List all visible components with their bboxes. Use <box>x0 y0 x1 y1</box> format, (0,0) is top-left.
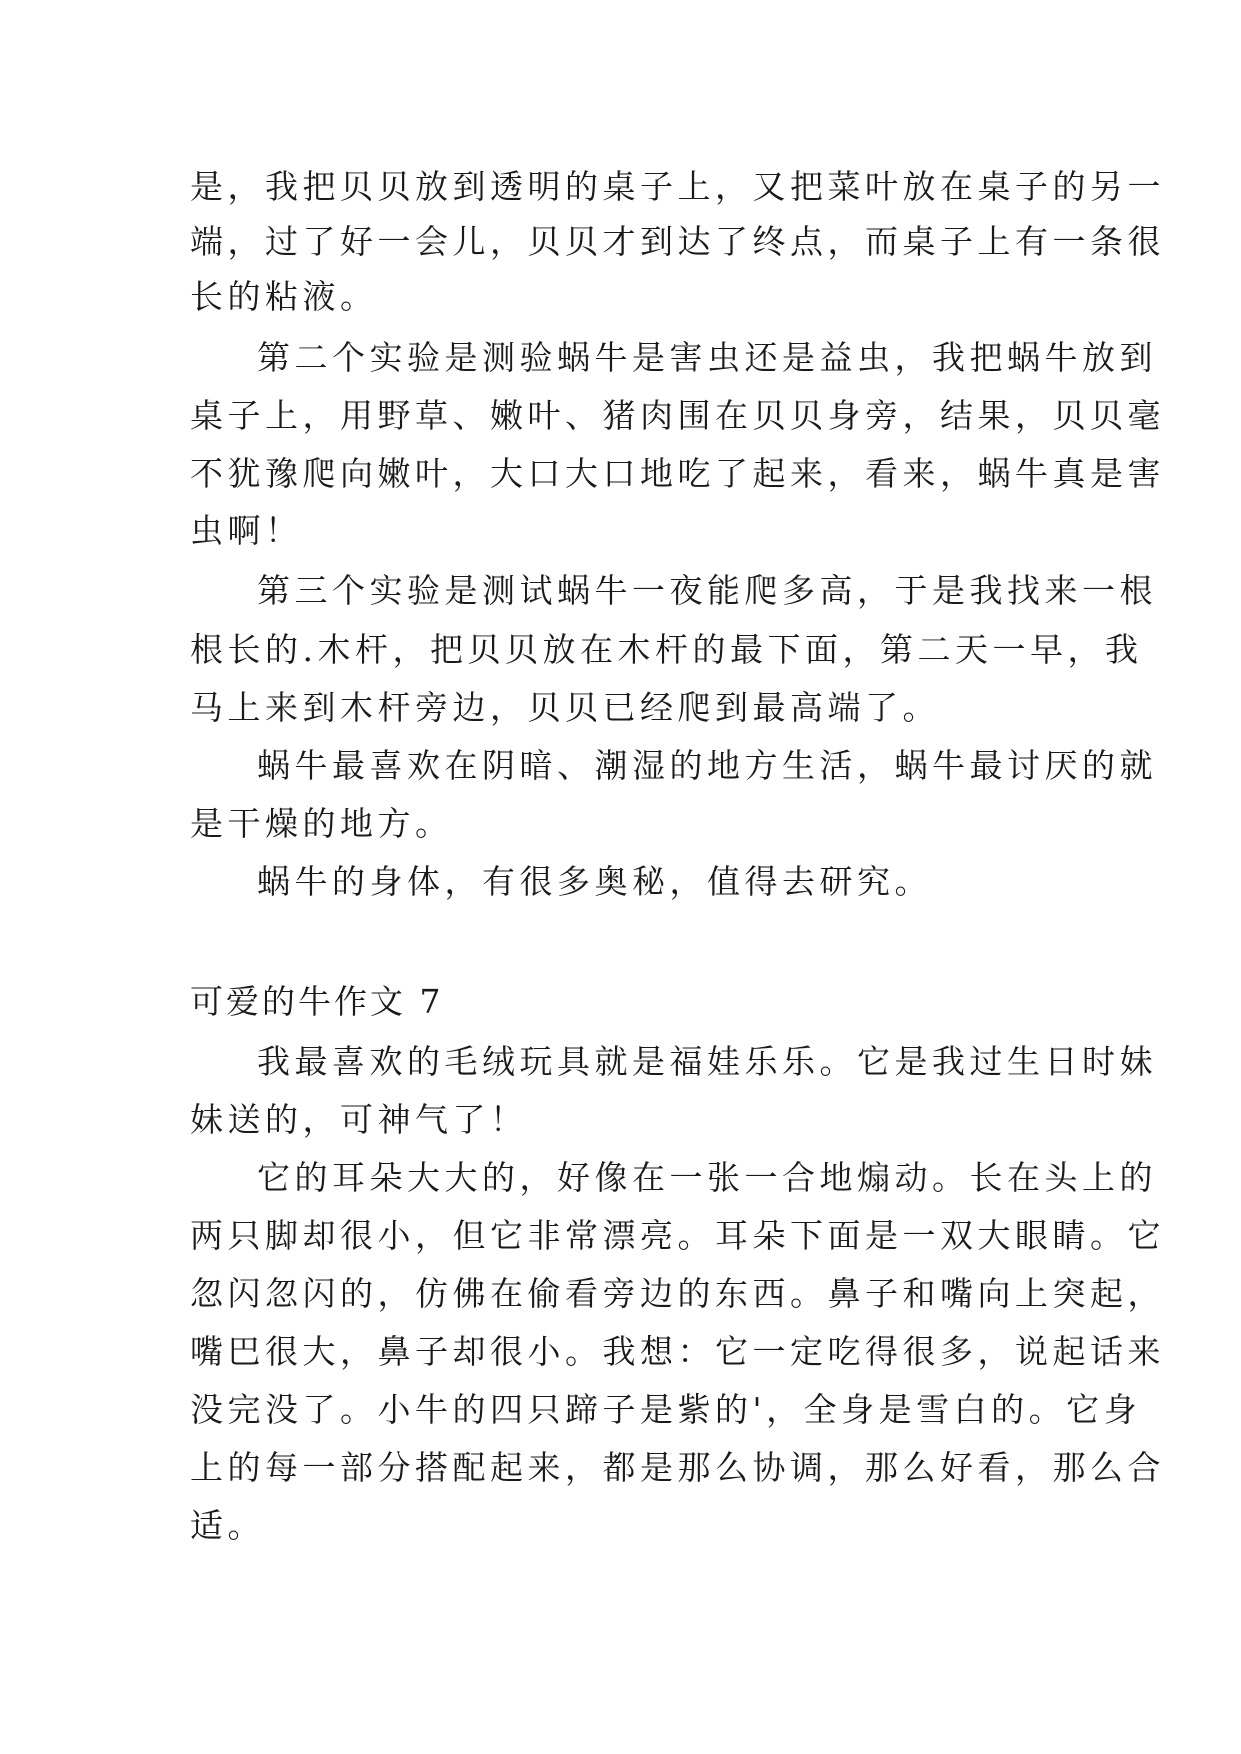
text-line: 是，我把贝贝放到透明的桌子上，又把菜叶放在桌子的另一 <box>190 167 1165 206</box>
text-line: 上的每一部分搭配起来，都是那么协调，那么好看，那么合 <box>190 1448 1165 1487</box>
text-line: 长的粘液。 <box>190 277 378 316</box>
text-line: 端，过了好一会儿，贝贝才到达了终点，而桌子上有一条很 <box>190 222 1165 261</box>
text-line: 桌子上，用野草、嫩叶、猪肉围在贝贝身旁，结果，贝贝毫 <box>190 396 1165 435</box>
text-line: 根长的.木杆，把贝贝放在木杆的最下面，第二天一早，我 <box>190 630 1143 669</box>
text-line: 两只脚却很小，但它非常漂亮。耳朵下面是一双大眼睛。它 <box>190 1216 1165 1255</box>
paragraph-first-line: 蜗牛最喜欢在阴暗、潮湿的地方生活，蜗牛最讨厌的就 <box>257 746 1157 785</box>
paragraph-first-line: 第三个实验是测试蜗牛一夜能爬多高，于是我找来一根 <box>257 571 1157 610</box>
text-line: 妹送的，可神气了！ <box>190 1100 528 1139</box>
paragraph-first-line: 它的耳朵大大的，好像在一张一合地煽动。长在头上的 <box>257 1158 1157 1197</box>
text-line: 马上来到木杆旁边，贝贝已经爬到最高端了。 <box>190 688 940 727</box>
paragraph-first-line: 蜗牛的身体，有很多奥秘，值得去研究。 <box>257 862 932 901</box>
text-line: 忽闪忽闪的，仿佛在偷看旁边的东西。鼻子和嘴向上突起， <box>190 1274 1165 1313</box>
text-line: 是干燥的地方。 <box>190 804 453 843</box>
paragraph-first-line: 第二个实验是测验蜗牛是害虫还是益虫，我把蜗牛放到 <box>257 338 1157 377</box>
text-line: 不犹豫爬向嫩叶，大口大口地吃了起来，看来，蜗牛真是害 <box>190 454 1165 493</box>
section-heading: 可爱的牛作文 7 <box>190 982 444 1021</box>
text-line: 没完没了。小牛的四只蹄子是紫的'，全身是雪白的。它身 <box>190 1390 1142 1429</box>
text-line: 虫啊！ <box>190 511 303 550</box>
text-line: 嘴巴很大，鼻子却很小。我想：它一定吃得很多，说起话来 <box>190 1332 1165 1371</box>
paragraph-first-line: 我最喜欢的毛绒玩具就是福娃乐乐。它是我过生日时妹 <box>257 1042 1157 1081</box>
text-line: 适。 <box>190 1506 265 1545</box>
